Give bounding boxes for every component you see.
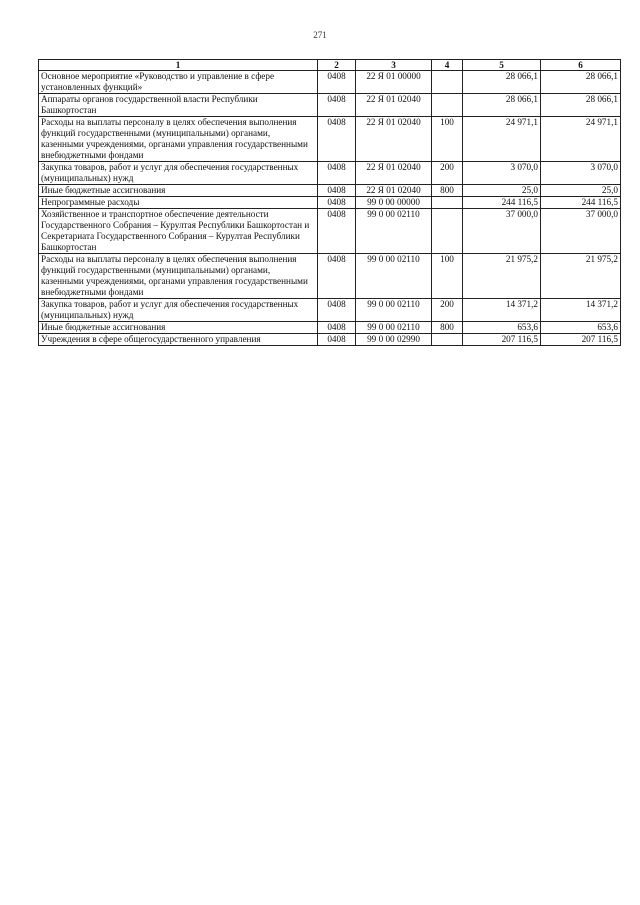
row-name-cell: Учреждения в сфере общегосударственного управления	[39, 334, 318, 346]
table-row	[39, 334, 621, 346]
row-expense-type-cell: 200	[432, 299, 463, 322]
row-section-cell: 0408	[318, 94, 356, 117]
table-body	[39, 71, 621, 346]
row-expense-type-cell	[432, 94, 463, 117]
row-target-code-cell: 22 Я 01 00000	[356, 71, 432, 94]
table-row	[39, 322, 621, 334]
row-target-code-cell: 99 0 00 02110	[356, 254, 432, 299]
row-section-cell: 0408	[318, 299, 356, 322]
row-name-cell: Расходы на выплаты персоналу в целях обеспечения выполнения функций государственными (муниципальными) органами, казенными учреждениями, органами управления государственными внебюджетными фондами	[39, 117, 318, 162]
row-expense-type-cell	[432, 197, 463, 209]
row-amount-2-cell: 207 116,5	[541, 334, 621, 346]
column-header-amount-2: 6	[541, 60, 621, 71]
row-target-code-cell: 99 0 00 02110	[356, 299, 432, 322]
row-expense-type-cell: 100	[432, 117, 463, 162]
row-target-code-cell: 22 Я 01 02040	[356, 117, 432, 162]
row-amount-2-cell: 25,0	[541, 185, 621, 197]
row-target-code-cell: 99 0 00 00000	[356, 197, 432, 209]
row-amount-2-cell: 37 000,0	[541, 209, 621, 254]
table-row	[39, 197, 621, 209]
row-amount-2-cell: 24 971,1	[541, 117, 621, 162]
row-target-code-cell: 99 0 00 02110	[356, 209, 432, 254]
row-amount-1-cell: 25,0	[463, 185, 541, 197]
table-row	[39, 299, 621, 322]
table-row	[39, 185, 621, 197]
row-section-cell: 0408	[318, 71, 356, 94]
row-name-cell: Иные бюджетные ассигнования	[39, 322, 318, 334]
row-name-cell: Основное мероприятие «Руководство и управление в сфере установленных функций»	[39, 71, 318, 94]
column-header-amount-1: 5	[463, 60, 541, 71]
column-header-section: 2	[318, 60, 356, 71]
row-amount-1-cell: 37 000,0	[463, 209, 541, 254]
row-expense-type-cell: 200	[432, 162, 463, 185]
row-amount-1-cell: 3 070,0	[463, 162, 541, 185]
row-amount-1-cell: 207 116,5	[463, 334, 541, 346]
row-expense-type-cell	[432, 209, 463, 254]
row-expense-type-cell	[432, 334, 463, 346]
table-row	[39, 71, 621, 94]
table-row	[39, 162, 621, 185]
row-amount-1-cell: 28 066,1	[463, 71, 541, 94]
table-row	[39, 94, 621, 117]
row-amount-2-cell: 244 116,5	[541, 197, 621, 209]
row-amount-2-cell: 21 975,2	[541, 254, 621, 299]
row-name-cell: Закупка товаров, работ и услуг для обеспечения государственных (муниципальных) нужд	[39, 299, 318, 322]
row-amount-1-cell: 244 116,5	[463, 197, 541, 209]
row-amount-1-cell: 653,6	[463, 322, 541, 334]
row-amount-2-cell: 14 371,2	[541, 299, 621, 322]
row-amount-2-cell: 28 066,1	[541, 94, 621, 117]
row-name-cell: Иные бюджетные ассигнования	[39, 185, 318, 197]
row-amount-1-cell: 28 066,1	[463, 94, 541, 117]
row-target-code-cell: 99 0 00 02990	[356, 334, 432, 346]
row-target-code-cell: 22 Я 01 02040	[356, 162, 432, 185]
row-amount-2-cell: 3 070,0	[541, 162, 621, 185]
row-expense-type-cell	[432, 71, 463, 94]
row-section-cell: 0408	[318, 197, 356, 209]
column-header-target-code: 3	[356, 60, 432, 71]
row-amount-2-cell: 653,6	[541, 322, 621, 334]
row-amount-2-cell: 28 066,1	[541, 71, 621, 94]
page-number: 271	[313, 30, 327, 40]
row-expense-type-cell: 100	[432, 254, 463, 299]
row-amount-1-cell: 21 975,2	[463, 254, 541, 299]
row-expense-type-cell: 800	[432, 185, 463, 197]
row-target-code-cell: 99 0 00 02110	[356, 322, 432, 334]
table-header-row	[39, 60, 621, 71]
row-section-cell: 0408	[318, 185, 356, 197]
table-row	[39, 117, 621, 162]
row-name-cell: Непрограммные расходы	[39, 197, 318, 209]
row-target-code-cell: 22 Я 01 02040	[356, 94, 432, 117]
column-header-name: 1	[39, 60, 318, 71]
row-section-cell: 0408	[318, 334, 356, 346]
row-expense-type-cell: 800	[432, 322, 463, 334]
row-name-cell: Аппараты органов государственной власти Республики Башкортостан	[39, 94, 318, 117]
row-section-cell: 0408	[318, 209, 356, 254]
row-name-cell: Хозяйственное и транспортное обеспечение деятельности Государственного Собрания – Курултая Республики Башкортостан и Секретариата Государственного Собрания – Курултая Республики Башкортостан	[39, 209, 318, 254]
row-target-code-cell: 22 Я 01 02040	[356, 185, 432, 197]
row-amount-1-cell: 24 971,1	[463, 117, 541, 162]
row-amount-1-cell: 14 371,2	[463, 299, 541, 322]
row-section-cell: 0408	[318, 254, 356, 299]
row-name-cell: Расходы на выплаты персоналу в целях обеспечения выполнения функций государственными (муниципальными) органами, казенными учреждениями, органами управления государственными внебюджетными фондами	[39, 254, 318, 299]
budget-table	[38, 59, 621, 346]
column-header-expense-type: 4	[432, 60, 463, 71]
row-section-cell: 0408	[318, 162, 356, 185]
row-name-cell: Закупка товаров, работ и услуг для обеспечения государственных (муниципальных) нужд	[39, 162, 318, 185]
row-section-cell: 0408	[318, 117, 356, 162]
table-row	[39, 254, 621, 299]
table-row	[39, 209, 621, 254]
row-section-cell: 0408	[318, 322, 356, 334]
